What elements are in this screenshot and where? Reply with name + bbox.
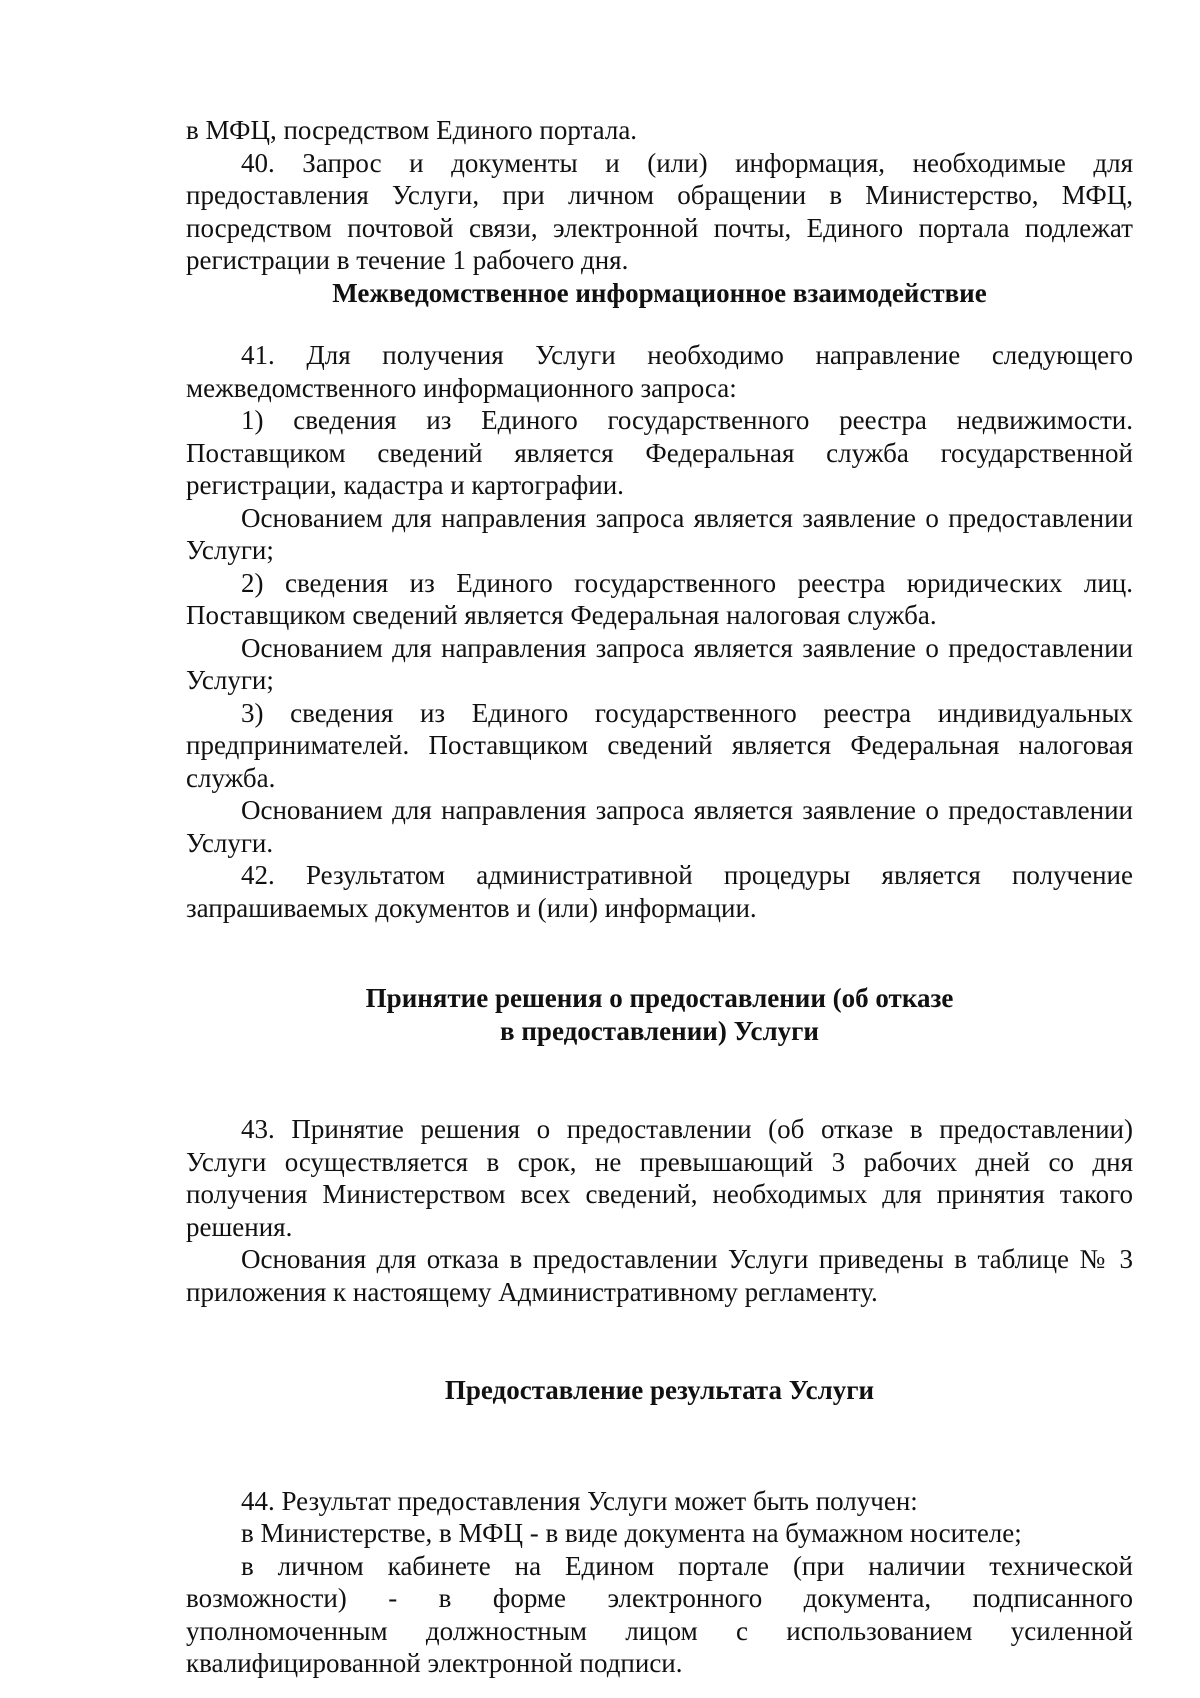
paragraph-41-item-1-basis: Основанием для направления запроса является заявление о предоставлении Услуги; xyxy=(186,502,1133,565)
paragraph-41-item-3: 3) сведения из Единого государственного реестра индивидуальных предпринимателей. Поставщиком сведений является Федеральная налоговая служба. xyxy=(186,697,1133,793)
paragraph-43: 43. Принятие решения о предоставлении (об отказе в предоставлении) Услуги осуществляется в срок, не превышающий 3 рабочих дней со дня получения Министерством всех сведений, необходимых для принятия такого решения. xyxy=(186,1114,1133,1242)
document-body xyxy=(186,114,1133,1680)
heading-result: Предоставление результата Услуги xyxy=(444,1375,875,1405)
paragraph-intro: в МФЦ, посредством Единого портала. xyxy=(186,115,638,145)
spacer xyxy=(186,1047,1133,1113)
paragraph-41-item-2: 2) сведения из Единого государственного реестра юридических лиц. Поставщиком сведений является Федеральная налоговая служба. xyxy=(186,567,1133,630)
paragraph-41-item-2-basis: Основанием для направления запроса является заявление о предоставлении Услуги; xyxy=(186,632,1133,695)
heading-interagency: Межведомственное информационное взаимодействие xyxy=(332,277,987,308)
paragraph-44-option-b: в личном кабинете на Едином портале (при наличии технической возможности) - в форме электронного документа, подписанного уполномоченным должностным лицом с использованием усиленной квалифицированной электронной подписи. xyxy=(186,1550,1133,1678)
heading-decision-line-2: в предоставлении) Услуги xyxy=(500,1015,819,1046)
paragraph-44: 44. Результат предоставления Услуги может быть получен: xyxy=(241,1485,918,1516)
paragraph-40: 40. Запрос и документы и (или) информация, необходимые для предоставления Услуги, при личном обращении в Министерство, МФЦ, посредством почтовой связи, электронной почты, Единого портала подлежат регистрации в течение 1 рабочего дня. xyxy=(186,147,1133,275)
paragraph-43-refusal: Основания для отказа в предоставлении Услуги приведены в таблице № 3 приложения к настоящему Административному регламенту. xyxy=(186,1244,1133,1307)
spacer xyxy=(186,1407,1133,1485)
spacer xyxy=(186,1308,1133,1374)
spacer xyxy=(186,924,1133,982)
spacer xyxy=(186,309,1133,339)
heading-decision-line-1: Принятие решения о предоставлении (об отказе xyxy=(365,983,954,1013)
paragraph-42: 42. Результатом административной процедуры является получение запрашиваемых документов и (или) информации. xyxy=(186,860,1133,923)
paragraph-41-item-3-basis: Основанием для направления запроса является заявление о предоставлении Услуги. xyxy=(186,795,1133,858)
paragraph-41: 41. Для получения Услуги необходимо направление следующего межведомственного информационного запроса: xyxy=(186,340,1133,403)
paragraph-41-item-1: 1) сведения из Единого государственного реестра недвижимости. Поставщиком сведений является Федеральная служба государственной регистрации, кадастра и картографии. xyxy=(186,405,1133,500)
paragraph-44-option-a: в Министерстве, в МФЦ - в виде документа на бумажном носителе; xyxy=(241,1518,1022,1548)
